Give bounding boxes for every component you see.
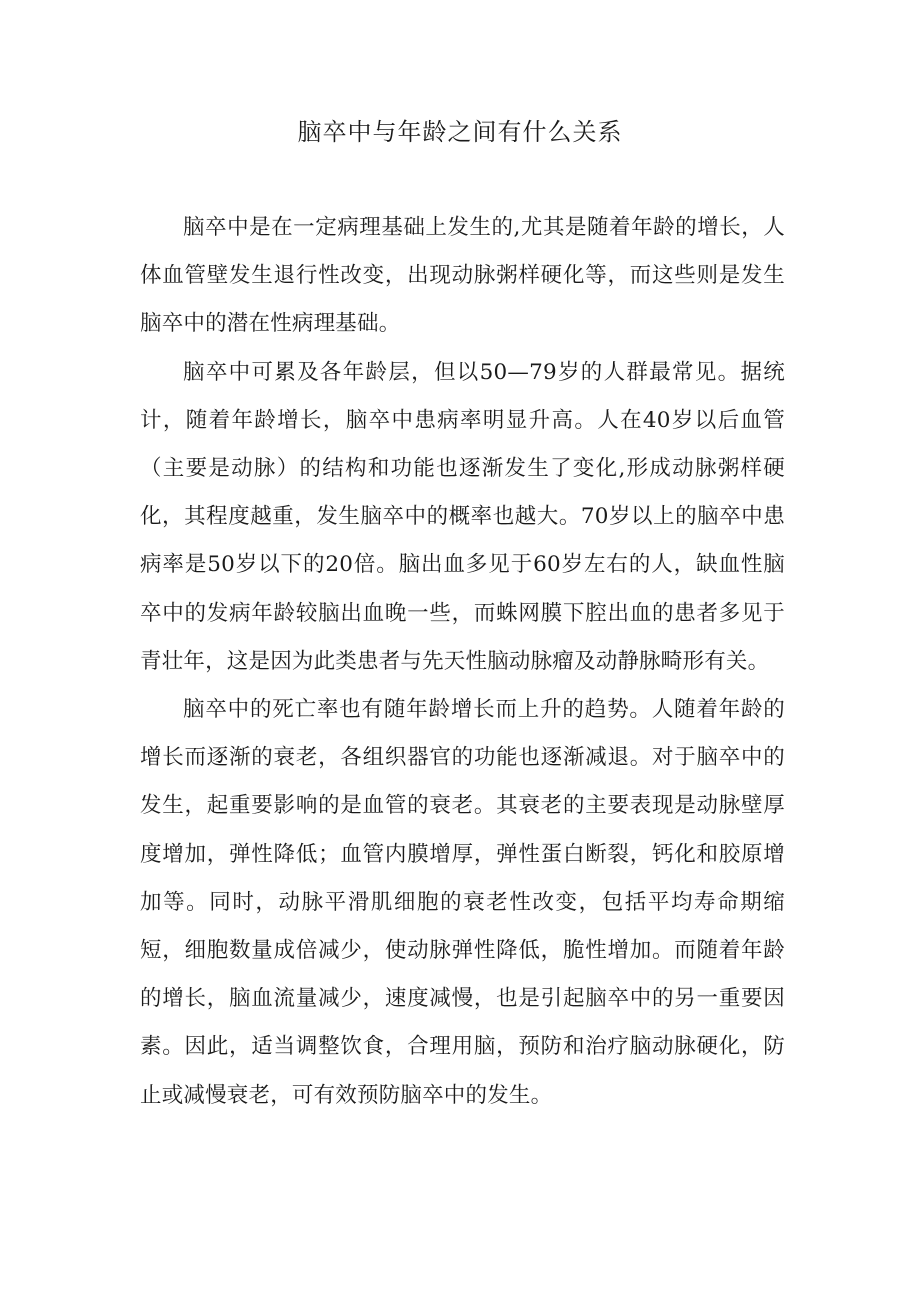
document-body [140, 204, 785, 1120]
paragraph-1: 脑卒中是在一定病理基础上发生的,尤其是随着年龄的增长，人体血管壁发生退行性改变，出现动脉粥样硬化等，而这些则是发生脑卒中的潜在性病理基础。 [140, 215, 785, 337]
paragraph-3: 脑卒中的死亡率也有随年龄增长而上升的趋势。人随着年龄的增长而逐渐的衰老，各组织器官的功能也逐渐减退。对于脑卒中的发生，起重要影响的是血管的衰老。其衰老的主要表现是动脉壁厚度增加，弹性降低；血管内膜增厚，弹性蛋白断裂，钙化和胶原增加等。同时，动脉平滑肌细胞的衰老性改变，包括平均寿命期缩短，细胞数量成倍减少，使动脉弹性降低，脆性增加。而随着年龄的增长，脑血流量减少，速度减慢，也是引起脑卒中的另一重要因素。因此，适当调整饮食，合理用脑，预防和治疗脑动脉硬化，防止或减慢衰老，可有效预防脑卒中的发生。 [140, 697, 785, 1108]
paragraph-2: 脑卒中可累及各年龄层，但以50—79岁的人群最常见。据统计，随着年龄增长，脑卒中患病率明显升高。人在40岁以后血管（主要是动脉）的结构和功能也逐渐发生了变化,形成动脉粥样硬化，其程度越重，发生脑卒中的概率也越大。70岁以上的脑卒中患病率是50岁以下的20倍。脑出血多见于60岁左右的人，缺血性脑卒中的发病年龄较脑出血晚一些，而蛛网膜下腔出血的患者多见于青壮年，这是因为此类患者与先天性脑动脉瘤及动静脉畸形有关。 [140, 359, 785, 674]
document-title: 脑卒中与年龄之间有什么关系 [297, 118, 623, 146]
